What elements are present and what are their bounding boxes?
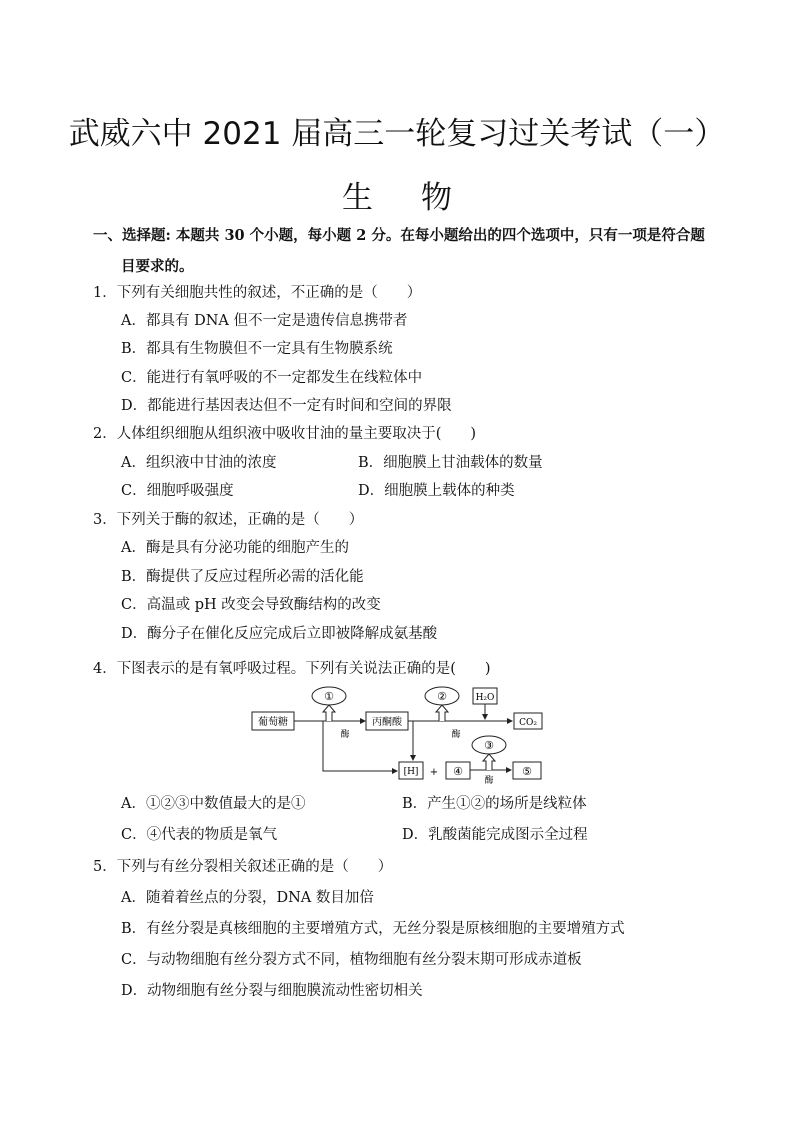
question-4-stem: 4．下图表示的是有氧呼吸过程。下列有关说法正确的是( ) xyxy=(93,661,491,677)
h-label: [H] xyxy=(403,767,419,777)
question-1-option-d: D．都能进行基因表达但不一定有时间和空间的界限 xyxy=(121,398,452,414)
box-4-label: ④ xyxy=(453,765,463,778)
aerobic-respiration-diagram xyxy=(250,684,550,784)
plus-sign: + xyxy=(429,767,439,778)
question-2-option-b: B．细胞膜上甘油载体的数量 xyxy=(358,455,543,471)
hollow-arrow-1 xyxy=(323,705,335,721)
question-4-option-c: C．④代表的物质是氧气 xyxy=(121,827,278,843)
hollow-arrow-3 xyxy=(483,754,495,770)
question-2-option-d: D．细胞膜上载体的种类 xyxy=(358,483,515,499)
question-4-option-a: A．①②③中数值最大的是① xyxy=(121,796,306,812)
exam-title: 武威六中 2021 届高三一轮复习过关考试（一） xyxy=(68,116,726,152)
question-3-option-b: B．酶提供了反应过程所必需的活化能 xyxy=(121,569,364,585)
box-5-label: ⑤ xyxy=(522,765,532,778)
question-5-option-a: A．随着着丝点的分裂，DNA 数目加倍 xyxy=(121,890,374,906)
section-instructions-line2: 目要求的。 xyxy=(121,258,194,275)
question-3-option-c: C．高温或 pH 改变会导致酶结构的改变 xyxy=(121,597,381,613)
pyruvate-label: 丙酮酸 xyxy=(372,717,402,728)
circle-2-label: ② xyxy=(437,690,447,703)
question-5-option-c: C．与动物细胞有丝分裂方式不同，植物细胞有丝分裂末期可形成赤道板 xyxy=(121,952,582,968)
question-4-option-b: B．产生①②的场所是线粒体 xyxy=(402,796,587,812)
question-4-option-d: D．乳酸菌能完成图示全过程 xyxy=(402,827,588,843)
question-3-stem: 3．下列关于酶的叙述，正确的是（ ） xyxy=(93,512,364,528)
enzyme-label-2: 酶 xyxy=(451,730,461,740)
question-1-stem: 1．下列有关细胞共性的叙述，不正确的是（ ） xyxy=(93,285,422,301)
hollow-arrow-2 xyxy=(436,705,448,721)
question-2-option-c: C．细胞呼吸强度 xyxy=(121,483,234,499)
question-1-option-c: C．能进行有氧呼吸的不一定都发生在线粒体中 xyxy=(121,370,423,386)
enzyme-label-1: 酶 xyxy=(340,730,350,740)
section-instructions-line1: 一、选择题: 本题共 30 个小题，每小题 2 分。在每小题给出的四个选项中，只有一项是符合题 xyxy=(93,227,705,244)
question-2-stem: 2．人体组织细胞从组织液中吸收甘油的量主要取决于( ) xyxy=(93,426,477,442)
question-3-option-a: A．酶是具有分泌功能的细胞产生的 xyxy=(121,540,349,556)
co2-label: CO₂ xyxy=(519,718,537,728)
question-5-option-d: D．动物细胞有丝分裂与细胞膜流动性密切相关 xyxy=(121,983,423,999)
circle-3-label: ③ xyxy=(484,739,494,752)
enzyme-label-3: 酶 xyxy=(484,776,494,784)
question-5-stem: 5．下列与有丝分裂相关叙述正确的是（ ） xyxy=(93,859,393,875)
question-3-option-d: D．酶分子在催化反应完成后立即被降解成氨基酸 xyxy=(121,626,438,642)
question-1-option-a: A．都具有 DNA 但不一定是遗传信息携带者 xyxy=(121,313,408,329)
exam-subject: 生物 xyxy=(342,180,500,216)
question-5-option-b: B．有丝分裂是真核细胞的主要增殖方式，无丝分裂是原核细胞的主要增殖方式 xyxy=(121,921,625,937)
circle-1-label: ① xyxy=(324,690,334,703)
question-1-option-b: B．都具有生物膜但不一定具有生物膜系统 xyxy=(121,341,393,357)
h2o-label: H₂O xyxy=(475,693,495,703)
glucose-label: 葡萄糖 xyxy=(258,717,288,728)
question-2-option-a: A．组织液中甘油的浓度 xyxy=(121,455,277,471)
